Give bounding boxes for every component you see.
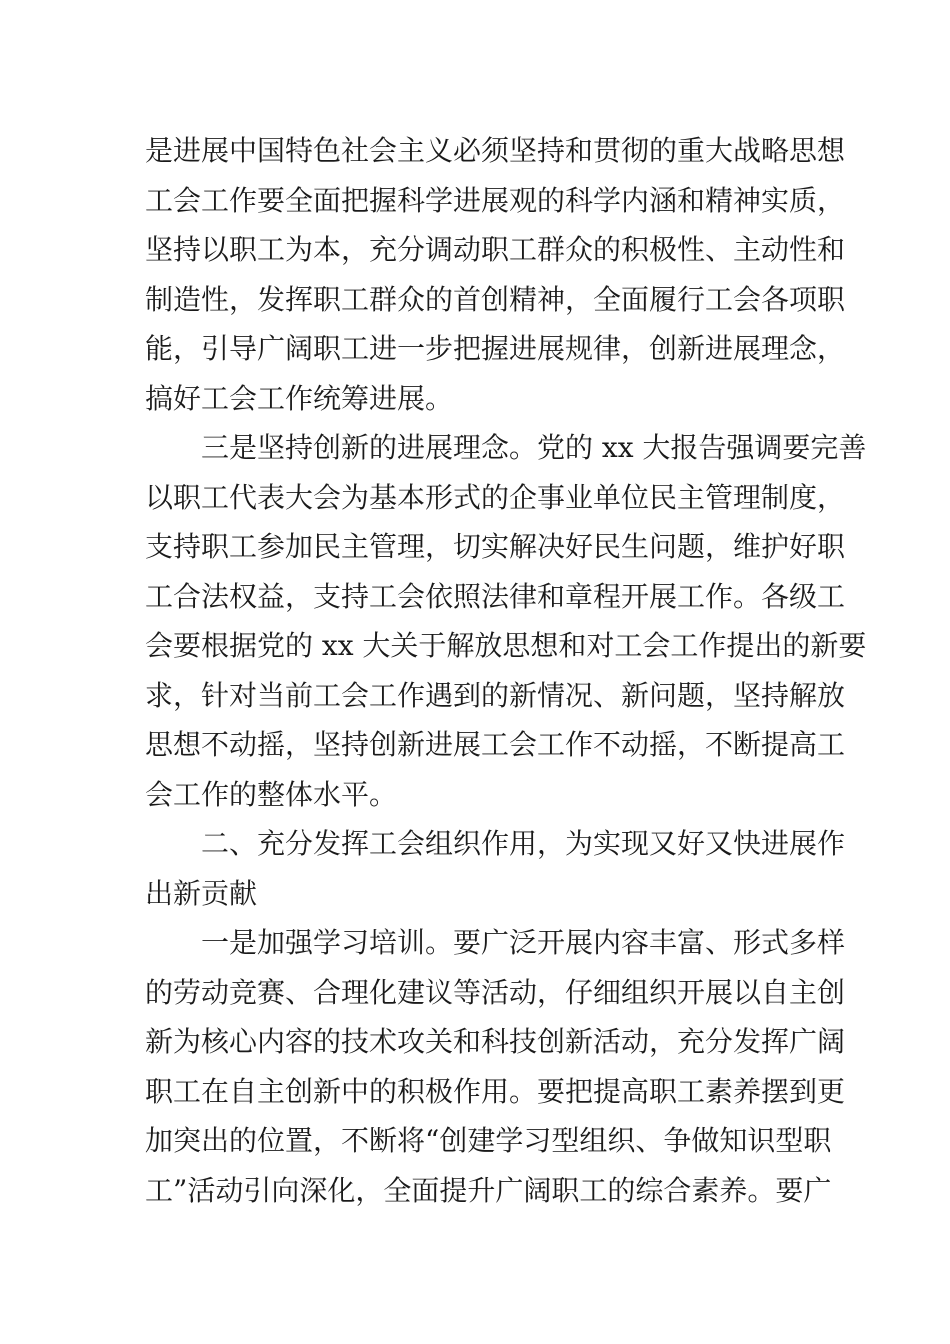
text-line: 职工在自主创新中的积极作用。要把提高职工素养摆到更 (145, 1074, 846, 1108)
text-line: 能，引导广阔职工进一步把握进展规律，创新进展理念， (145, 332, 846, 365)
text-line: 制造性，发挥职工群众的首创精神，全面履行工会各项职 (145, 282, 846, 316)
text-line: 加突出的位置，不断将“创建学习型组织、争做知识型职 (145, 1124, 832, 1157)
text-line: 求，针对当前工会工作遇到的新情况、新问题，坚持解放 (145, 678, 846, 712)
text-line: 会要根据党的 xx 大关于解放思想和对工会工作提出的新要 (145, 629, 867, 662)
text-line: 思想不动摇，坚持创新进展工会工作不动摇，不断提高工 (145, 728, 846, 761)
text-line: 出新贡献 (145, 876, 258, 910)
text-line: 三是坚持创新的进展理念。党的 xx 大报告强调要完善 (201, 431, 867, 464)
text-line: 一是加强学习培训。要广泛开展内容丰富、形式多样 (201, 926, 846, 959)
text-line: 以职工代表大会为基本形式的企事业单位民主管理制度， (145, 480, 846, 514)
text-line: 支持职工参加民主管理，切实解决好民生问题，维护好职 (145, 530, 846, 563)
text-line: 新为核心内容的技术攻关和科技创新活动，充分发挥广阔 (145, 1025, 846, 1058)
text-line: 工合法权益，支持工会依照法律和章程开展工作。各级工 (145, 579, 846, 613)
text-line: 的劳动竞赛、合理化建议等活动，仔细组织开展以自主创 (145, 975, 846, 1009)
text-line: 搞好工会工作统筹进展。 (145, 381, 454, 415)
text-line: 坚持以职工为本，充分调动职工群众的积极性、主动性和 (145, 233, 846, 266)
text-line: 是进展中国特色社会主义必须坚持和贯彻的重大战略思想 (145, 134, 846, 167)
text-line: 工会工作要全面把握科学进展观的科学内涵和精神实质， (145, 183, 846, 217)
text-line: 工”活动引向深化，全面提升广阔职工的综合素养。要广 (145, 1173, 832, 1207)
text-line: 二、充分发挥工会组织作用，为实现又好又快进展作 (201, 827, 846, 860)
document-body (145, 126, 867, 1215)
text-line: 会工作的整体水平。 (145, 777, 398, 811)
